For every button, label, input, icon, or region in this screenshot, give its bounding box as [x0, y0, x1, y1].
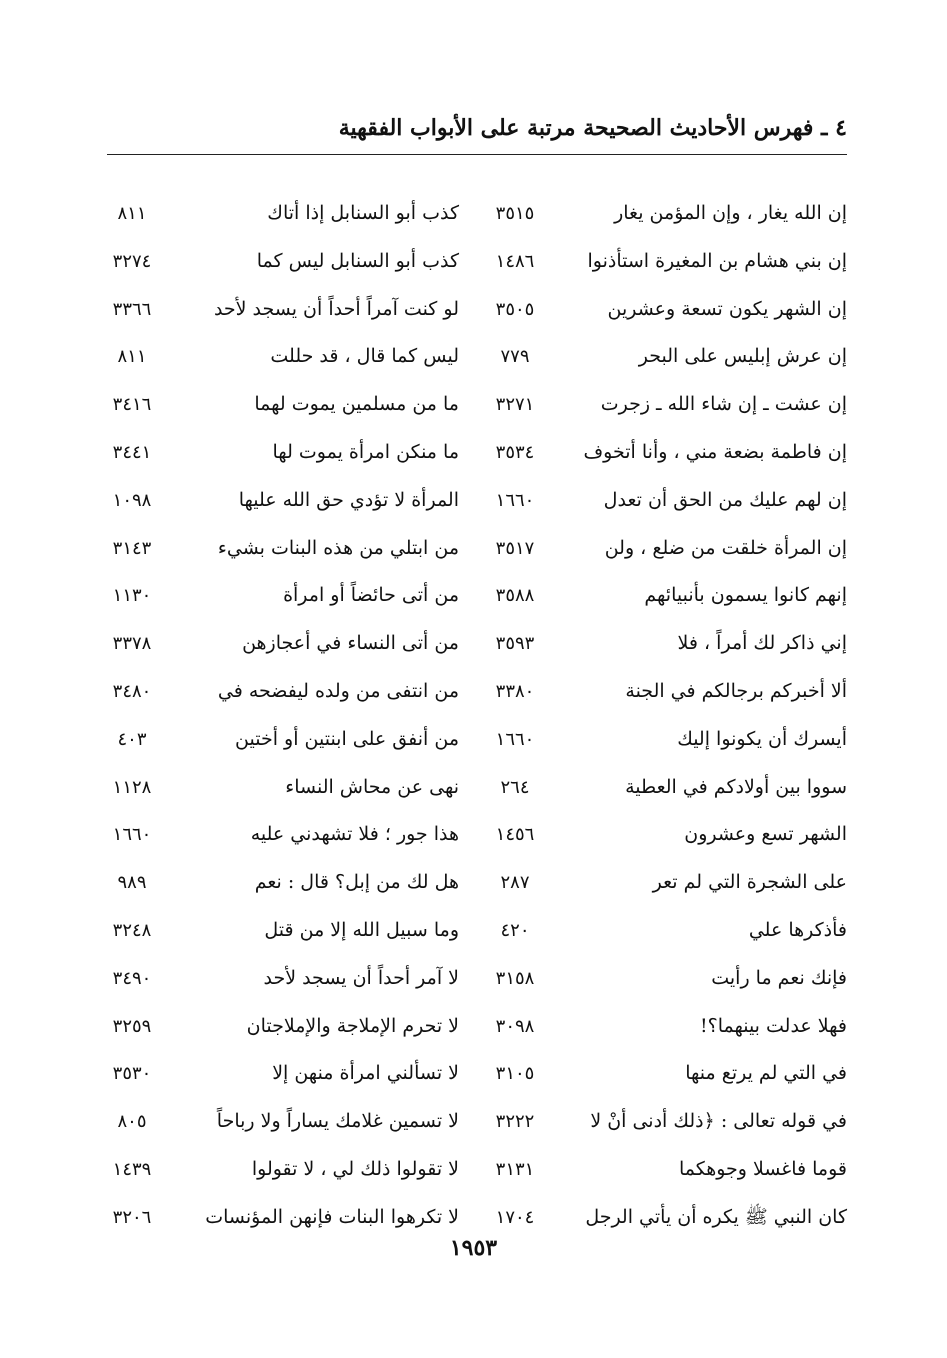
hadith-text-right: في التي لم يرتع منها	[685, 1062, 847, 1085]
hadith-number-right: ٣٥٣٤	[495, 441, 535, 463]
index-row	[0, 477, 947, 525]
hadith-text-left: نهى عن محاش النساء	[285, 775, 459, 798]
hadith-text-left: كذب أبو السنابل إذا أتاك	[267, 202, 459, 224]
hadith-number-right: ٣٢٧١	[495, 394, 535, 416]
hadith-number-left: ٣٤٤١	[112, 441, 152, 463]
hadith-number-right: ٣١٠٥	[495, 1063, 535, 1085]
hadith-text-right: فأذكرها علي	[748, 918, 847, 941]
hadith-text-right: إن المرأة خلقت من ضلع ، ولن	[604, 536, 847, 559]
index-row	[0, 1050, 947, 1098]
hadith-text-right: سووا بين أولادكم في العطية	[625, 775, 847, 798]
page-number: ١٩٥٣	[449, 1235, 498, 1261]
hadith-text-left: لا تسألني امرأة منهن إلا	[272, 1062, 459, 1085]
hadith-number-left: ١٤٣٩	[112, 1158, 152, 1180]
index-row	[0, 190, 947, 238]
hadith-text-right: على الشجرة التي لم تعر	[652, 871, 847, 894]
index-row	[0, 381, 947, 429]
hadith-number-left: ٨١١	[117, 203, 147, 224]
index-row	[0, 764, 947, 812]
index-row	[0, 333, 947, 381]
hadith-text-left: ما من مسلمين يموت لهما	[254, 393, 459, 416]
index-row	[0, 907, 947, 955]
hadith-text-right: إن لهم عليك من الحق أن تعدل	[603, 488, 847, 511]
hadith-text-right: إني ذاكر لك أمراً ، فلا	[677, 632, 847, 655]
index-row	[0, 238, 947, 286]
index-row	[0, 811, 947, 859]
hadith-number-left: ٣٣٦٦	[112, 298, 152, 320]
hadith-number-right: ٣١٥٨	[495, 967, 535, 989]
hadith-number-left: ٣٢٤٨	[112, 919, 152, 941]
index-row	[0, 429, 947, 477]
hadith-text-left: لا تقولوا ذلك لي ، لا تقولوا	[251, 1157, 459, 1180]
hadith-number-right: ٣١٣١	[495, 1158, 535, 1180]
index-row	[0, 716, 947, 764]
hadith-number-right: ٣٢٢٢	[495, 1111, 535, 1133]
hadith-number-left: ٣٢٠٦	[112, 1206, 152, 1228]
hadith-number-right: ١٤٨٦	[495, 250, 535, 272]
hadith-index-table	[0, 190, 947, 1242]
hadith-number-left: ٣٥٣٠	[112, 1063, 152, 1085]
hadith-text-left: ليس كما قال ، قد حللت	[270, 345, 459, 368]
hadith-text-left: هل لك من إبل؟ قال : نعم	[254, 871, 459, 894]
hadith-number-left: ٣٢٥٩	[112, 1015, 152, 1037]
index-row	[0, 620, 947, 668]
hadith-text-right: أيسرك أن يكونوا إليك	[677, 727, 847, 750]
index-row	[0, 286, 947, 334]
index-row	[0, 859, 947, 907]
hadith-number-right: ٤٢٠	[500, 919, 530, 941]
index-row	[0, 1003, 947, 1051]
hadith-text-right: قوما فاغسلا وجوهكما	[678, 1157, 847, 1180]
hadith-text-right: فهلا عدلت بينهما؟!	[699, 1014, 847, 1037]
hadith-number-right: ٢٨٧	[500, 872, 530, 894]
index-row	[0, 572, 947, 620]
hadith-number-right: ٢٦٤	[500, 776, 530, 798]
hadith-number-left: ٨١١	[117, 346, 147, 368]
hadith-text-left: لا تحرم الإملاجة والإملاجتان	[246, 1014, 459, 1037]
hadith-number-left: ١٠٩٨	[112, 489, 152, 511]
hadith-text-right: إن الله يغار ، وإن المؤمن يغار	[614, 202, 847, 224]
index-row	[0, 1098, 947, 1146]
hadith-text-left: وما سبيل الله إلا من قتل	[264, 918, 459, 941]
hadith-number-left: ٣١٤٣	[112, 537, 152, 559]
hadith-number-right: ٧٧٩	[500, 346, 530, 368]
hadith-text-right: الشهر تسع وعشرون	[684, 823, 847, 846]
index-row	[0, 525, 947, 573]
hadith-text-right: كان النبي ﷺ يكره أن يأتي الرجل	[585, 1205, 847, 1228]
hadith-text-left: لا تسمين غلامك يساراً ولا رباحاً	[216, 1110, 459, 1133]
hadith-number-right: ٣٥١٥	[495, 203, 535, 224]
page-header-title: ٤ ـ فهرس الأحاديث الصحيحة مرتبة على الأبواب الفقهية	[338, 115, 847, 141]
hadith-number-left: ٣٤١٦	[112, 394, 152, 416]
hadith-number-left: ٣٤٩٠	[112, 967, 152, 989]
hadith-text-right: إن بني هشام بن المغيرة استأذنوا	[587, 249, 847, 272]
hadith-number-left: ٣٤٨٠	[112, 680, 152, 702]
hadith-number-left: ٣٢٧٤	[112, 250, 152, 272]
hadith-text-right: إن فاطمة بضعة مني ، وأنا أتخوف	[583, 440, 847, 463]
index-row	[0, 668, 947, 716]
index-row	[0, 1146, 947, 1194]
hadith-number-right: ١٦٦٠	[495, 728, 535, 750]
hadith-text-left: من أتى حائضاً أو امرأة	[283, 584, 459, 607]
hadith-text-left: كذب أبو السنابل ليس كما	[256, 249, 459, 272]
hadith-text-left: من ابتلي من هذه البنات بشيء	[217, 536, 459, 559]
hadith-text-right: إنهم كانوا يسمون بأنبيائهم	[644, 584, 847, 607]
hadith-text-left: ما منكن امرأة يموت لها	[272, 440, 459, 463]
hadith-text-right: في قوله تعالى : ﴿ذلك أدنى أنْ لا	[590, 1110, 847, 1133]
hadith-text-right: إن عرش إبليس على البحر	[638, 345, 847, 368]
hadith-number-right: ٣٥٨٨	[495, 585, 535, 607]
hadith-text-left: المرأة لا تؤدي حق الله عليها	[238, 488, 459, 511]
hadith-number-right: ١٦٦٠	[495, 489, 535, 511]
hadith-number-right: ٣٥٠٥	[495, 298, 535, 320]
hadith-number-right: ١٤٥٦	[495, 824, 535, 846]
hadith-text-left: من أنفق على ابنتين أو أختين	[235, 727, 459, 750]
index-row	[0, 955, 947, 1003]
hadith-text-left: لو كنت آمراً أحداً أن يسجد لأحد	[213, 297, 459, 320]
hadith-number-left: ٤٠٣	[117, 728, 147, 750]
hadith-number-right: ٣٠٩٨	[495, 1015, 535, 1037]
hadith-number-left: ٣٣٧٨	[112, 633, 152, 655]
hadith-number-left: ٨٠٥	[117, 1111, 147, 1133]
hadith-number-left: ٩٨٩	[117, 872, 147, 894]
hadith-number-right: ١٧٠٤	[495, 1206, 535, 1228]
hadith-text-left: لا آمر أحداً أن يسجد لأحد	[263, 966, 459, 989]
hadith-text-right: إن الشهر يكون تسعة وعشرين	[607, 297, 847, 320]
hadith-text-right: إن عشت ـ إن شاء الله ـ زجرت	[600, 393, 847, 416]
hadith-number-right: ٣٣٨٠	[495, 680, 535, 702]
hadith-number-left: ١١٢٨	[112, 776, 152, 798]
hadith-text-left: هذا جور ؛ فلا تشهدني عليه	[250, 823, 459, 846]
hadith-text-left: لا تكرهوا البنات فإنهن المؤنسات	[205, 1205, 459, 1228]
hadith-text-right: فإنك نعم ما رأيت	[711, 966, 847, 989]
hadith-text-left: من أتى النساء في أعجازهن	[242, 632, 459, 655]
hadith-text-right: ألا أخبركم برجالكم في الجنة	[625, 679, 847, 702]
header-divider	[107, 154, 847, 155]
hadith-number-right: ٣٥٩٣	[495, 633, 535, 655]
hadith-number-left: ١١٣٠	[112, 585, 152, 607]
hadith-text-left: من انتفى من ولده ليفضحه في	[217, 679, 459, 702]
hadith-number-right: ٣٥١٧	[495, 537, 535, 559]
hadith-number-left: ١٦٦٠	[112, 824, 152, 846]
